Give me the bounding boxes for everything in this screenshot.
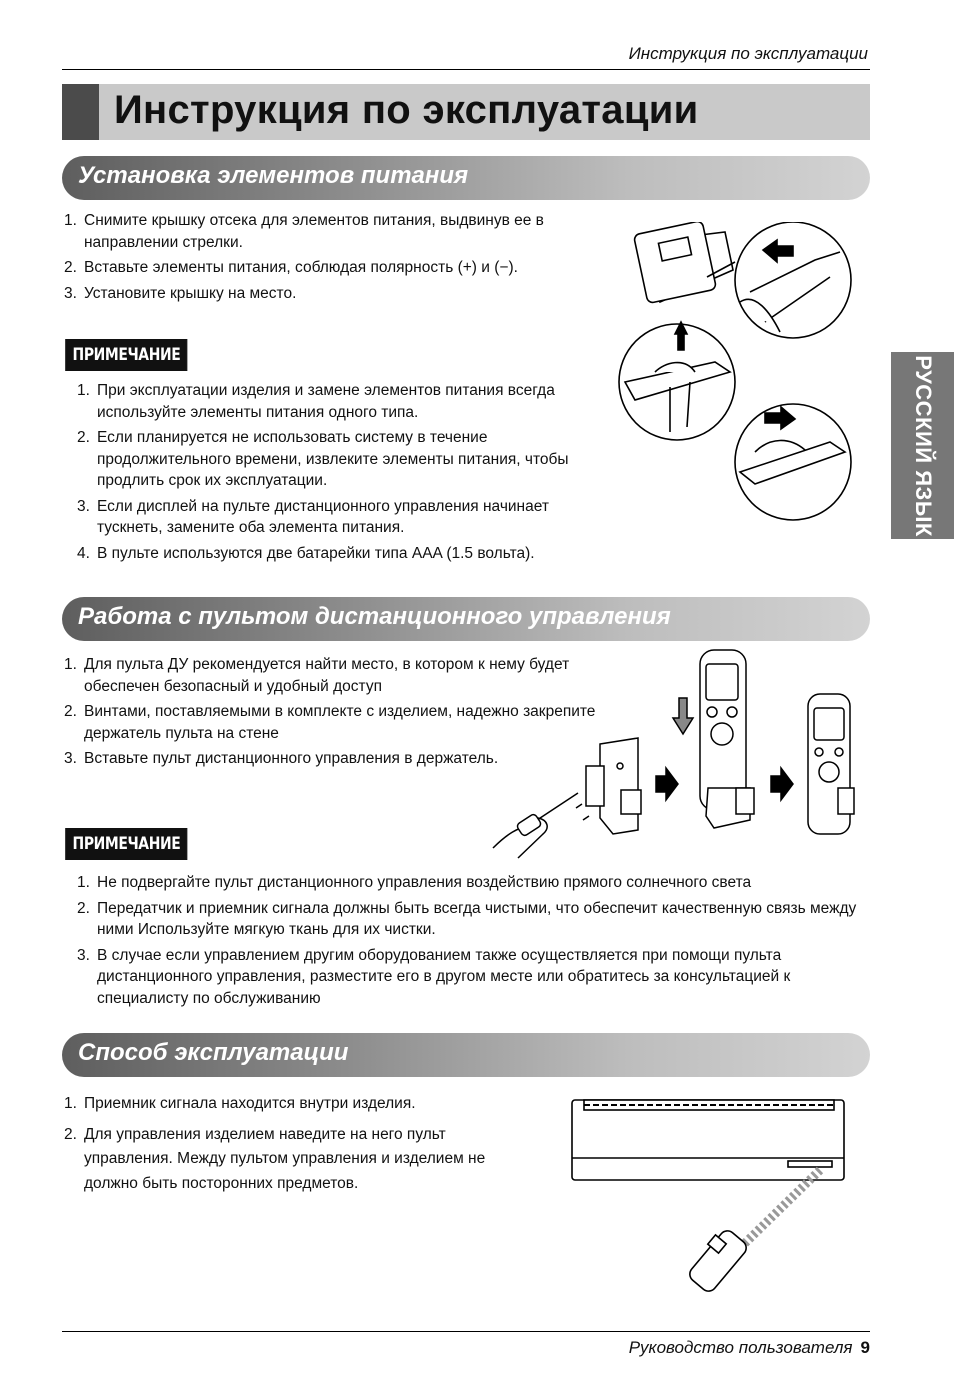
list-item: 2. Для управления изделием наведите на него пульт управления. Между пультом управления и изделием не должно быть посторонних предметов. — [64, 1125, 486, 1192]
list-item: 2. Передатчик и приемник сигнала должны быть всегда чистыми, что обеспечит качественную связь между ними Используйте мягкую ткань для их чистки. — [77, 899, 857, 938]
page-title: Инструкция по эксплуатации — [114, 88, 699, 132]
list-item: 3. Если дисплей на пульте дистанционного управления начинает тускнеть, замените оба элемента питания. — [77, 497, 549, 536]
battery-replacement-illustration — [615, 222, 855, 527]
list-item: 1. Для пульта ДУ рекомендуется найти место, в котором к нему будет обеспечен безопасный и удобный доступ — [64, 656, 570, 695]
list-item: 1. Не подвергайте пульт дистанционного управления воздействию прямого солнечного света — [77, 874, 752, 891]
section-heading-operation — [62, 1033, 870, 1077]
title-accent-block — [62, 84, 99, 140]
list-item: 3. Вставьте пульт дистанционного управления в держатель. — [64, 750, 499, 767]
list-item: 4. В пульте используются две батарейки типа AAA (1.5 вольта). — [77, 544, 535, 562]
section-heading-text: Установка элементов питания — [78, 162, 469, 189]
list-item: 1. Снимите крышку отсека для элементов питания, выдвинув ее в направлении стрелки. — [64, 212, 544, 251]
language-side-tab — [891, 352, 954, 539]
footer-text: Руководство пользователя — [628, 1338, 853, 1357]
running-header: Инструкция по эксплуатации — [628, 44, 868, 63]
note-badge: ПРИМЕЧАНИЕ — [66, 340, 187, 370]
remote-holder-illustration — [488, 648, 863, 863]
operation-steps-list — [64, 1092, 514, 1200]
remote-notes-list — [77, 872, 867, 1013]
indoor-unit-illustration — [570, 1098, 850, 1298]
list-item: 3. Установите крышку на место. — [64, 284, 297, 302]
section-heading-batteries — [62, 156, 870, 200]
list-item: 2. Винтами, поставляемыми в комплекте с изделием, надежно закрепите держатель пульта на стене — [64, 703, 596, 742]
footer — [629, 1338, 870, 1358]
page-number: 9 — [860, 1338, 870, 1357]
battery-steps-list — [64, 210, 574, 308]
list-item: 2. Если планируется не использовать систему в течение продолжительного времени, извлеките элементы питания, чтобы продлить срок их эксплуатации. — [77, 429, 569, 489]
section-heading-text: Работа с пультом дистанционного управления — [78, 603, 671, 630]
header-rule — [62, 69, 870, 70]
section-heading-remote — [62, 597, 870, 641]
list-item: 1. При эксплуатации изделия и замене элементов питания всегда используйте элементы питания одного типа. — [77, 382, 555, 421]
battery-notes-list — [77, 380, 577, 568]
language-side-tab-label: РУССКИЙ ЯЗЫК — [910, 354, 936, 537]
section-heading-text: Способ эксплуатации — [78, 1039, 349, 1066]
list-item: 2. Вставьте элементы питания, соблюдая полярность (+) и (−). — [64, 259, 518, 276]
note-badge: ПРИМЕЧАНИЕ — [66, 829, 187, 859]
footer-rule — [62, 1331, 870, 1332]
list-item: 3. В случае если управлением другим оборудованием также осуществляется при помощи пульта дистанционного управления, разместите его в другом месте или обратитесь за консультацией к специалисту по обслуживанию — [77, 946, 791, 1007]
list-item: 1. Приемник сигнала находится внутри изделия. — [64, 1095, 416, 1112]
